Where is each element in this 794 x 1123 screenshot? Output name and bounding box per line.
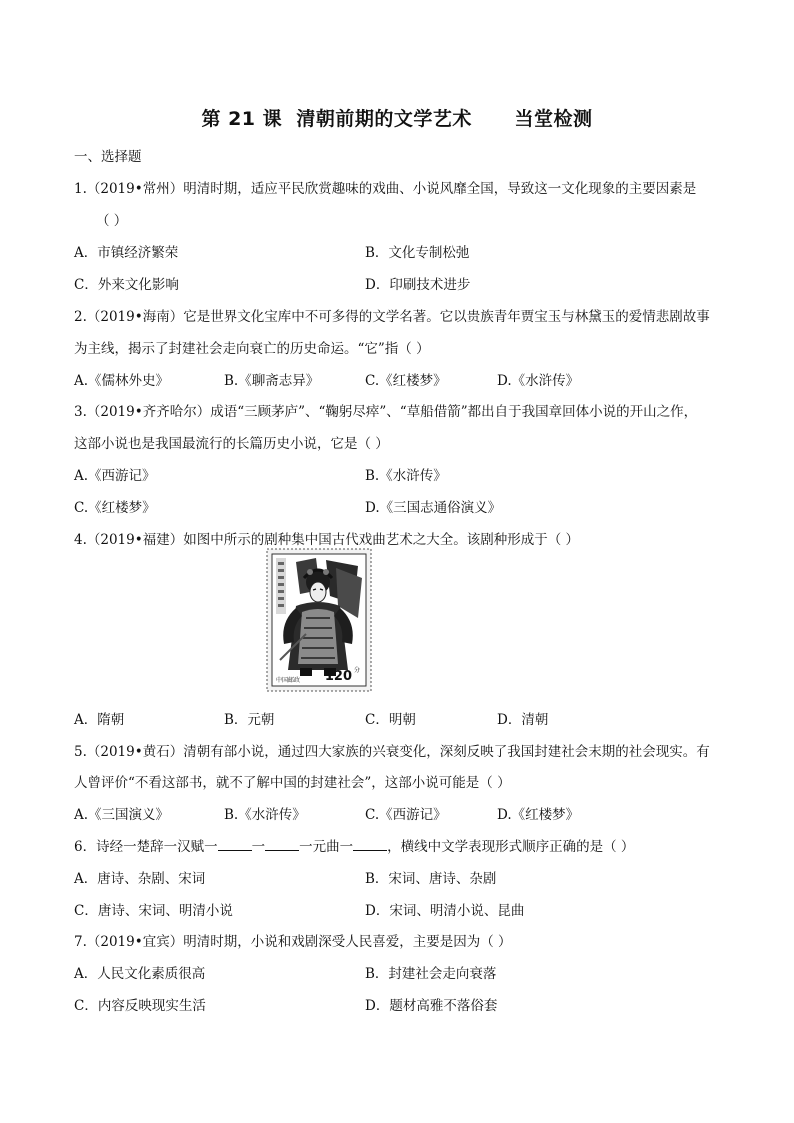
question-1-stem-cont: （ ） <box>96 213 128 229</box>
answer-blank-1 <box>218 838 252 851</box>
question-2-option-b: B.《聊斋志异》 <box>224 373 320 389</box>
question-3-option-b: B.《水浒传》 <box>365 468 447 484</box>
question-7-option-d: D．题材高雅不落俗套 <box>365 998 498 1014</box>
question-6-stem-part-3: 一元曲一 <box>299 839 354 855</box>
opera-stamp-illustration <box>266 548 372 692</box>
question-4-option-b: B．元朝 <box>224 712 275 728</box>
question-5-option-c: C.《西游记》 <box>365 807 447 823</box>
question-5-stem-cont: 人曾评价“不看这部书，就不了解中国的封建社会”，这部小说可能是（ ） <box>74 775 511 791</box>
question-2-option-d: D.《水浒传》 <box>497 373 580 389</box>
question-6-option-b: B．宋词、唐诗、杂剧 <box>365 871 497 887</box>
question-1-option-a: A．市镇经济繁荣 <box>74 245 179 261</box>
question-4-option-c: C．明朝 <box>365 712 416 728</box>
question-6-stem-part-2: 一 <box>251 839 266 855</box>
answer-blank-2 <box>265 838 299 851</box>
question-7-stem: 7.（2019•宜宾）明清时期，小说和戏剧深受人民喜爱，主要是因为（ ） <box>74 934 512 950</box>
stamp-unit: 分 <box>354 667 361 674</box>
question-4-option-d: D．清朝 <box>497 712 549 728</box>
stamp-value: 120 <box>324 669 352 684</box>
question-1-option-d: D．印刷技术进步 <box>365 277 471 293</box>
question-6-option-d: D．宋词、明清小说、昆曲 <box>365 903 525 919</box>
question-3-option-c: C.《红楼梦》 <box>74 500 156 516</box>
question-7-option-b: B．封建社会走向衰落 <box>365 966 497 982</box>
question-2-option-a: A.《儒林外史》 <box>74 373 170 389</box>
question-7-option-a: A．人民文化素质很高 <box>74 966 206 982</box>
stamp-caption: 中国邮政 <box>276 677 301 684</box>
question-1-option-c: C．外来文化影响 <box>74 277 179 293</box>
opera-stamp-image <box>266 548 372 692</box>
page-title: 第 21 课 清朝前期的文学艺术 当堂检测 <box>201 108 593 130</box>
question-6-stem-part-4: ，横线中文学表现形式顺序正确的是（ ） <box>387 839 635 855</box>
question-4-stem: 4.（2019•福建）如图中所示的剧种集中国古代戏曲艺术之大全。该剧种形成于（ ） <box>74 532 579 548</box>
question-4-option-a: A．隋朝 <box>74 712 125 728</box>
question-6-stem <box>74 835 634 855</box>
answer-blank-3 <box>353 838 387 851</box>
question-5-option-a: A.《三国演义》 <box>74 807 170 823</box>
question-5-stem: 5.（2019•黄石）清朝有部小说，通过四大家族的兴衰变化，深刻反映了我国封建社会末期的社会现实。有 <box>74 744 710 760</box>
question-6-option-a: A．唐诗、杂剧、宋词 <box>74 871 206 887</box>
section-heading: 一、选择题 <box>74 149 142 165</box>
question-6-option-c: C．唐诗、宋词、明清小说 <box>74 903 233 919</box>
question-2-stem: 2.（2019•海南）它是世界文化宝库中不可多得的文学名著。它以贵族青年贾宝玉与林黛玉的爱情悲剧故事 <box>74 309 710 325</box>
question-1-option-b: B．文化专制松弛 <box>365 245 470 261</box>
question-3-option-d: D.《三国志通俗演义》 <box>365 500 502 516</box>
question-1-stem: 1.（2019•常州）明清时期，适应平民欣赏趣味的戏曲、小说风靡全国，导致这一文化现象的主要因素是 <box>74 181 697 197</box>
question-2-option-c: C.《红楼梦》 <box>365 373 447 389</box>
question-5-option-d: D.《红楼梦》 <box>497 807 580 823</box>
question-3-stem-cont: 这部小说也是我国最流行的长篇历史小说，它是（ ） <box>74 436 389 452</box>
question-2-stem-cont: 为主线，揭示了封建社会走向衰亡的历史命运。“它”指（ ） <box>74 341 430 357</box>
question-3-stem: 3.（2019•齐齐哈尔）成语“三顾茅庐”、“鞠躬尽瘁”、“草船借箭”都出自于我国章回体小说的开山之作， <box>74 404 698 420</box>
question-7-option-c: C．内容反映现实生活 <box>74 998 206 1014</box>
question-3-option-a: A.《西游记》 <box>74 468 156 484</box>
question-6-stem-part-1: 6．诗经一楚辞一汉赋一 <box>74 839 218 855</box>
question-5-option-b: B.《水浒传》 <box>224 807 306 823</box>
